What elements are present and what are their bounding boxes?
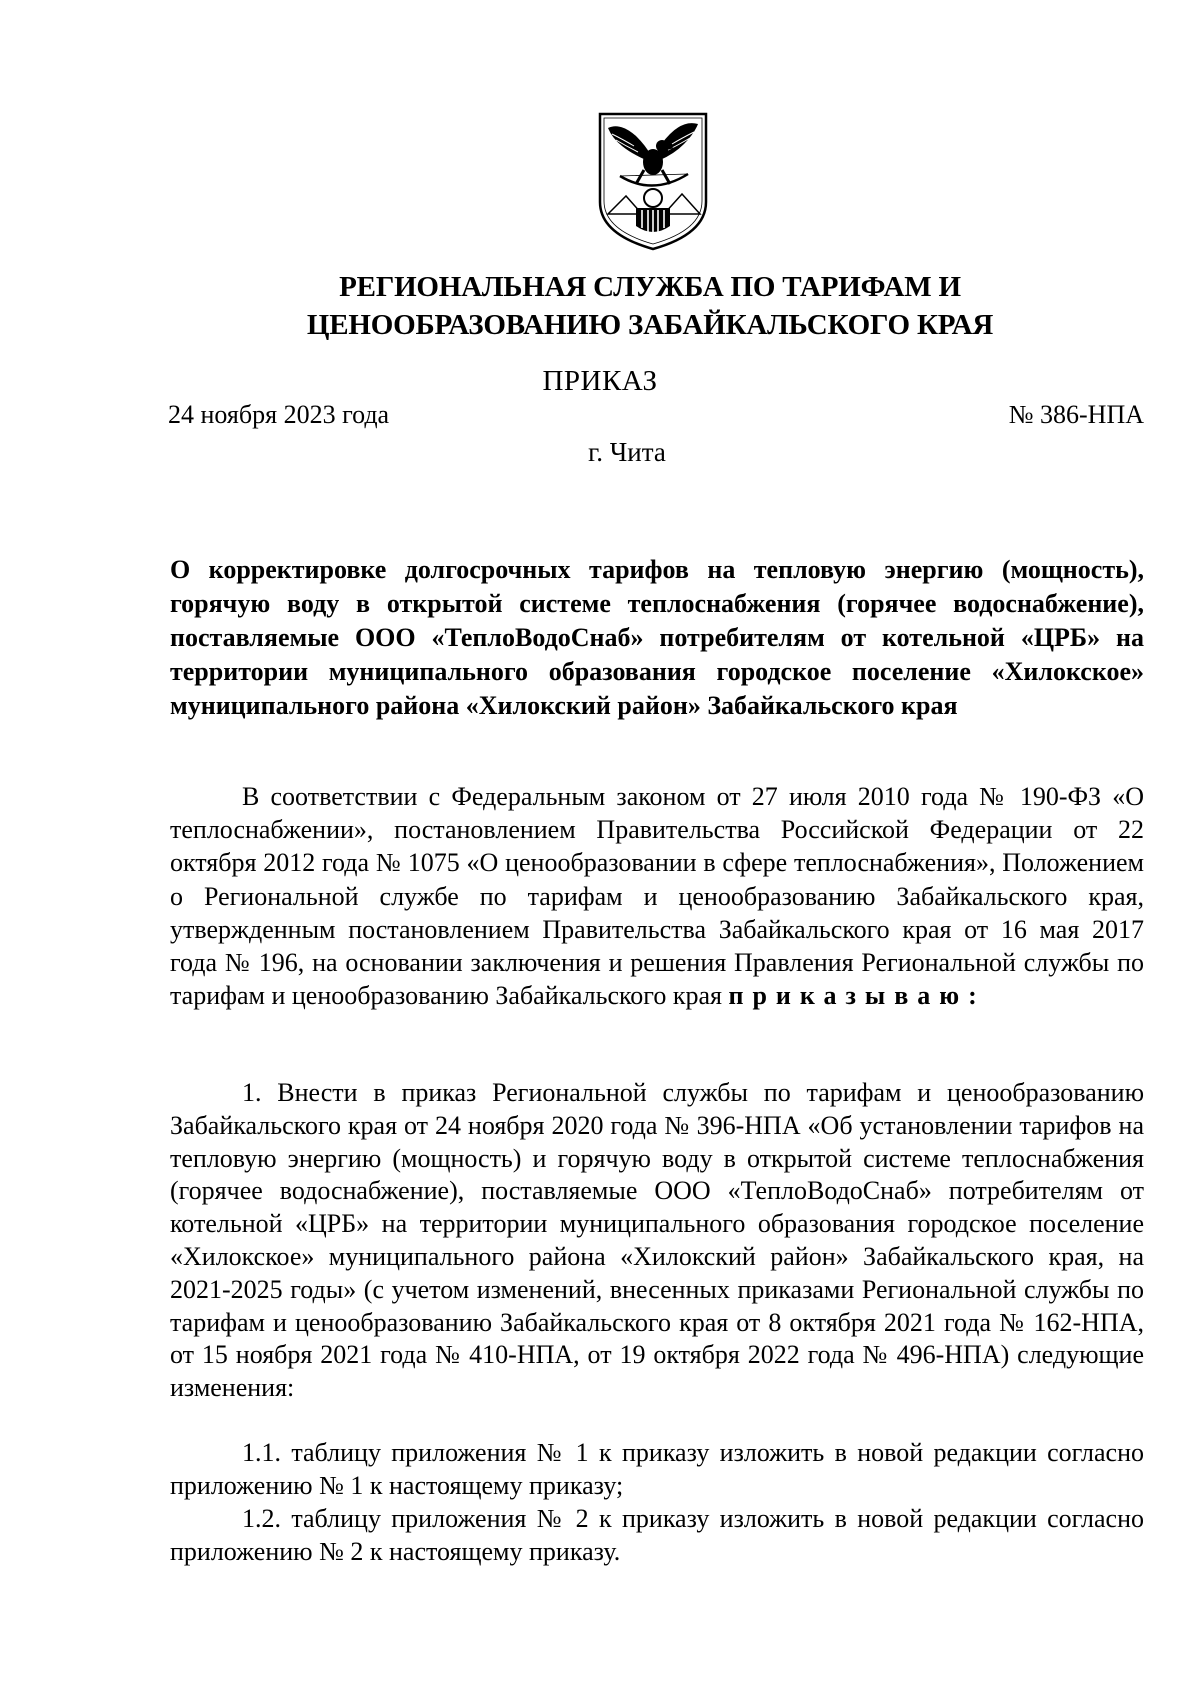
authority-line-1: РЕГИОНАЛЬНАЯ СЛУЖБА ПО ТАРИФАМ И [339, 271, 961, 303]
order-item-1-1: 1.1. таблицу приложения № 1 к приказу изложить в новой редакции согласно приложению № 1 к настоящему приказу; [170, 1438, 1144, 1500]
authority-name [160, 268, 1140, 344]
document-city: г. Чита [588, 437, 666, 467]
preamble-paragraph [170, 780, 1144, 1012]
document-number: № 386-НПА [1008, 400, 1144, 429]
document-type: ПРИКАЗ [542, 365, 658, 397]
document-subject: О корректировке долгосрочных тарифов на тепловую энергию (мощность), горячую воду в открытой системе теплоснабжения (горячее водоснабжение), поставляемые ООО «ТеплоВодоСнаб» потребителям от котельной «ЦРБ» на территории муниципального образования городское поселение «Хилокское» муниципального района «Хилокский район» Забайкальского края [170, 555, 1144, 720]
order-word: приказываю: [728, 981, 986, 1011]
preamble-text: В соответствии с Федеральным законом от 27 июля 2010 года № 190-ФЗ «О теплоснабжении», постановлением Правительства Российской Федерации от 22 октября 2012 года № 1075 «О ценообразовании в сфере теплоснабжения», Положением о Региональной службе по тарифам и ценообразованию Забайкальского края, утвержденным постановлением Правительства Забайкальского края от 16 мая 2017 года № 196, на основании заключения и решения Правления Региональной службы по тарифам и ценообразованию Забайкальского края [170, 782, 1144, 1011]
order-item-1-2: 1.2. таблицу приложения № 2 к приказу изложить в новой редакции согласно приложению № 2 к настоящему приказу. [170, 1504, 1144, 1566]
authority-line-2: ЦЕНООБРАЗОВАНИЮ ЗАБАЙКАЛЬСКОГО КРАЯ [306, 309, 994, 341]
order-item-1: 1. Внести в приказ Региональной службы по тарифам и ценообразованию Забайкальского края от 24 ноября 2020 года № 396-НПА «Об установлении тарифов на тепловую энергию (мощность) и горячую воду в открытой системе теплоснабжения (горячее водоснабжение), поставляемые ООО «ТеплоВодоСнаб» потребителям от котельной «ЦРБ» на территории муниципального образования городское поселение «Хилокское» муниципального района «Хилокский район» Забайкальского края, на 2021-2025 годы» (с учетом изменений, внесенных приказами Региональной службы по тарифам и ценообразованию Забайкальского края от 8 октября 2021 года № 162-НПА, от 15 ноября 2021 года № 410-НПА, от 19 октября 2022 года № 496-НПА) следующие изменения: [170, 1078, 1144, 1403]
coat-of-arms-icon [596, 110, 710, 252]
document-date: 24 ноября 2023 года [168, 400, 390, 429]
